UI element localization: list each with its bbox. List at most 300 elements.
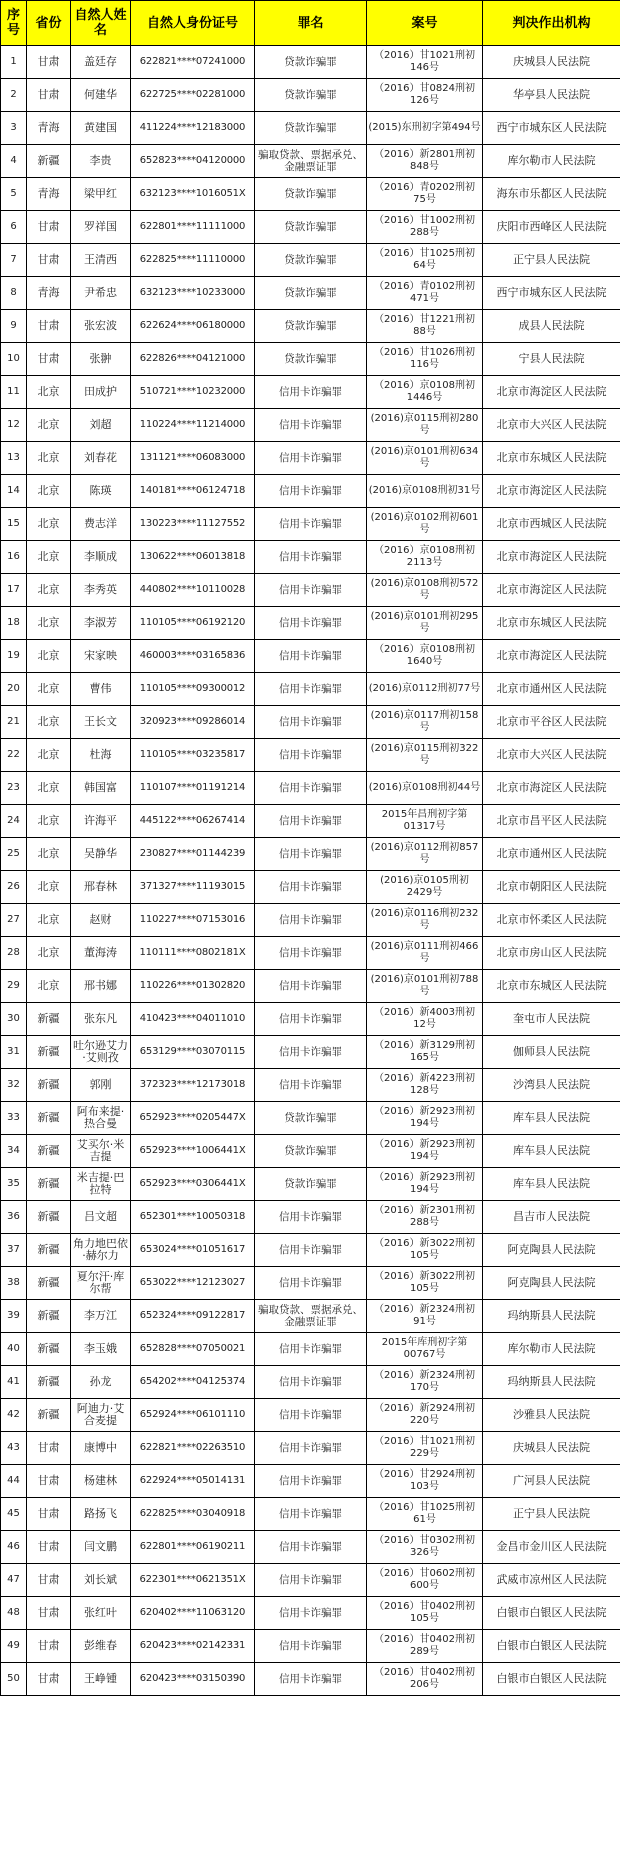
province-cell: 新疆 bbox=[27, 1036, 71, 1069]
case-number-cell: (2016)京0115刑初322号 bbox=[367, 739, 483, 772]
province-cell: 甘肃 bbox=[27, 1597, 71, 1630]
id-number-cell: 411224****12183000 bbox=[131, 112, 255, 145]
table-row bbox=[1, 277, 620, 310]
name-cell: 许海平 bbox=[71, 805, 131, 838]
crime-cell: 贷款诈骗罪 bbox=[255, 79, 367, 112]
province-cell: 新疆 bbox=[27, 1003, 71, 1036]
id-number-cell: 652923****0306441X bbox=[131, 1168, 255, 1201]
table-row bbox=[1, 343, 620, 376]
id-number-cell: 110227****07153016 bbox=[131, 904, 255, 937]
name-cell: 张翀 bbox=[71, 343, 131, 376]
seq-cell: 2 bbox=[1, 79, 27, 112]
name-cell: 陈瑛 bbox=[71, 475, 131, 508]
crime-cell: 信用卡诈骗罪 bbox=[255, 1498, 367, 1531]
name-cell: 李万江 bbox=[71, 1300, 131, 1333]
seq-cell: 4 bbox=[1, 145, 27, 178]
table-row bbox=[1, 904, 620, 937]
id-number-cell: 110105****06192120 bbox=[131, 607, 255, 640]
case-number-cell: （2016）青0202刑初75号 bbox=[367, 178, 483, 211]
id-number-cell: 372323****12173018 bbox=[131, 1069, 255, 1102]
id-number-cell: 622825****11110000 bbox=[131, 244, 255, 277]
header-seq: 序号 bbox=[1, 1, 27, 46]
id-number-cell: 622801****06190211 bbox=[131, 1531, 255, 1564]
seq-cell: 44 bbox=[1, 1465, 27, 1498]
seq-cell: 9 bbox=[1, 310, 27, 343]
case-number-cell: （2016）新2923刑初194号 bbox=[367, 1135, 483, 1168]
seq-cell: 30 bbox=[1, 1003, 27, 1036]
id-number-cell: 110226****01302820 bbox=[131, 970, 255, 1003]
court-cell: 北京市海淀区人民法院 bbox=[483, 376, 620, 409]
id-number-cell: 632123****10233000 bbox=[131, 277, 255, 310]
id-number-cell: 652301****10050318 bbox=[131, 1201, 255, 1234]
id-number-cell: 620423****02142331 bbox=[131, 1630, 255, 1663]
province-cell: 青海 bbox=[27, 178, 71, 211]
table-row bbox=[1, 1366, 620, 1399]
case-number-cell: （2016）甘0402刑初289号 bbox=[367, 1630, 483, 1663]
table-row bbox=[1, 1531, 620, 1564]
court-cell: 玛纳斯县人民法院 bbox=[483, 1366, 620, 1399]
court-cell: 库车县人民法院 bbox=[483, 1135, 620, 1168]
id-number-cell: 653024****01051617 bbox=[131, 1234, 255, 1267]
seq-cell: 28 bbox=[1, 937, 27, 970]
name-cell: 韩国富 bbox=[71, 772, 131, 805]
id-number-cell: 622725****02281000 bbox=[131, 79, 255, 112]
province-cell: 甘肃 bbox=[27, 343, 71, 376]
crime-cell: 信用卡诈骗罪 bbox=[255, 574, 367, 607]
table-row bbox=[1, 376, 620, 409]
seq-cell: 5 bbox=[1, 178, 27, 211]
seq-cell: 37 bbox=[1, 1234, 27, 1267]
name-cell: 王峥锺 bbox=[71, 1663, 131, 1696]
crime-cell: 贷款诈骗罪 bbox=[255, 244, 367, 277]
name-cell: 盖廷存 bbox=[71, 46, 131, 79]
court-cell: 北京市海淀区人民法院 bbox=[483, 574, 620, 607]
name-cell: 吴静华 bbox=[71, 838, 131, 871]
case-number-cell: (2016)京0102刑初601号 bbox=[367, 508, 483, 541]
province-cell: 新疆 bbox=[27, 1267, 71, 1300]
id-number-cell: 110111****0802181X bbox=[131, 937, 255, 970]
id-number-cell: 632123****1016051X bbox=[131, 178, 255, 211]
court-cell: 北京市海淀区人民法院 bbox=[483, 475, 620, 508]
name-cell: 赵财 bbox=[71, 904, 131, 937]
court-cell: 阿克陶县人民法院 bbox=[483, 1267, 620, 1300]
name-cell: 尹希忠 bbox=[71, 277, 131, 310]
province-cell: 新疆 bbox=[27, 1135, 71, 1168]
crime-cell: 贷款诈骗罪 bbox=[255, 211, 367, 244]
seq-cell: 16 bbox=[1, 541, 27, 574]
seq-cell: 46 bbox=[1, 1531, 27, 1564]
name-cell: 李顺成 bbox=[71, 541, 131, 574]
crime-cell: 信用卡诈骗罪 bbox=[255, 772, 367, 805]
province-cell: 青海 bbox=[27, 277, 71, 310]
case-number-cell: （2016）新3022刑初105号 bbox=[367, 1234, 483, 1267]
court-cell: 北京市西城区人民法院 bbox=[483, 508, 620, 541]
case-number-cell: （2016）新2801刑初848号 bbox=[367, 145, 483, 178]
crime-cell: 信用卡诈骗罪 bbox=[255, 1465, 367, 1498]
seq-cell: 27 bbox=[1, 904, 27, 937]
name-cell: 米吉提·巴拉特 bbox=[71, 1168, 131, 1201]
court-cell: 白银市白银区人民法院 bbox=[483, 1597, 620, 1630]
id-number-cell: 460003****03165836 bbox=[131, 640, 255, 673]
court-cell: 库车县人民法院 bbox=[483, 1102, 620, 1135]
seq-cell: 29 bbox=[1, 970, 27, 1003]
court-cell: 北京市朝阳区人民法院 bbox=[483, 871, 620, 904]
name-cell: 路扬飞 bbox=[71, 1498, 131, 1531]
court-cell: 北京市东城区人民法院 bbox=[483, 607, 620, 640]
crime-cell: 信用卡诈骗罪 bbox=[255, 1366, 367, 1399]
name-cell: 邢春林 bbox=[71, 871, 131, 904]
court-cell: 沙雅县人民法院 bbox=[483, 1399, 620, 1432]
seq-cell: 20 bbox=[1, 673, 27, 706]
case-number-cell: （2016）甘1026刑初116号 bbox=[367, 343, 483, 376]
court-cell: 庆城县人民法院 bbox=[483, 1432, 620, 1465]
crime-cell: 信用卡诈骗罪 bbox=[255, 541, 367, 574]
table-row bbox=[1, 1069, 620, 1102]
province-cell: 北京 bbox=[27, 442, 71, 475]
seq-cell: 19 bbox=[1, 640, 27, 673]
province-cell: 北京 bbox=[27, 640, 71, 673]
crime-cell: 信用卡诈骗罪 bbox=[255, 1036, 367, 1069]
id-number-cell: 140181****06124718 bbox=[131, 475, 255, 508]
name-cell: 康博中 bbox=[71, 1432, 131, 1465]
province-cell: 甘肃 bbox=[27, 1663, 71, 1696]
case-number-cell: （2016）新2301刑初288号 bbox=[367, 1201, 483, 1234]
table-row bbox=[1, 1465, 620, 1498]
court-cell: 金昌市金川区人民法院 bbox=[483, 1531, 620, 1564]
court-cell: 白银市白银区人民法院 bbox=[483, 1630, 620, 1663]
seq-cell: 49 bbox=[1, 1630, 27, 1663]
case-number-cell: (2016)京0115刑初280号 bbox=[367, 409, 483, 442]
id-number-cell: 652828****07050021 bbox=[131, 1333, 255, 1366]
seq-cell: 1 bbox=[1, 46, 27, 79]
name-cell: 李淑芳 bbox=[71, 607, 131, 640]
name-cell: 董海涛 bbox=[71, 937, 131, 970]
table-row bbox=[1, 1498, 620, 1531]
table-row bbox=[1, 409, 620, 442]
crime-cell: 信用卡诈骗罪 bbox=[255, 937, 367, 970]
header-province: 省份 bbox=[27, 1, 71, 46]
province-cell: 北京 bbox=[27, 937, 71, 970]
table-row bbox=[1, 79, 620, 112]
province-cell: 甘肃 bbox=[27, 211, 71, 244]
case-number-cell: (2016)京0108刑初44号 bbox=[367, 772, 483, 805]
name-cell: 宋家映 bbox=[71, 640, 131, 673]
seq-cell: 26 bbox=[1, 871, 27, 904]
case-number-cell: (2016)京0108刑初31号 bbox=[367, 475, 483, 508]
id-number-cell: 622825****03040918 bbox=[131, 1498, 255, 1531]
table-row bbox=[1, 1564, 620, 1597]
crime-cell: 贷款诈骗罪 bbox=[255, 1135, 367, 1168]
seq-cell: 50 bbox=[1, 1663, 27, 1696]
crime-cell: 信用卡诈骗罪 bbox=[255, 1564, 367, 1597]
id-number-cell: 653129****03070115 bbox=[131, 1036, 255, 1069]
case-number-cell: 2015年库刑初字第00767号 bbox=[367, 1333, 483, 1366]
case-number-cell: （2016）甘1021刑初229号 bbox=[367, 1432, 483, 1465]
seq-cell: 45 bbox=[1, 1498, 27, 1531]
province-cell: 北京 bbox=[27, 607, 71, 640]
case-number-cell: （2016）甘0302刑初326号 bbox=[367, 1531, 483, 1564]
court-cell: 北京市大兴区人民法院 bbox=[483, 739, 620, 772]
header-court: 判决作出机构 bbox=[483, 1, 620, 46]
name-cell: 邢书娜 bbox=[71, 970, 131, 1003]
court-cell: 广河县人民法院 bbox=[483, 1465, 620, 1498]
province-cell: 北京 bbox=[27, 805, 71, 838]
crime-cell: 贷款诈骗罪 bbox=[255, 1168, 367, 1201]
crime-cell: 贷款诈骗罪 bbox=[255, 112, 367, 145]
name-cell: 李贵 bbox=[71, 145, 131, 178]
seq-cell: 11 bbox=[1, 376, 27, 409]
name-cell: 张宏波 bbox=[71, 310, 131, 343]
province-cell: 北京 bbox=[27, 541, 71, 574]
seq-cell: 7 bbox=[1, 244, 27, 277]
court-cell: 西宁市城东区人民法院 bbox=[483, 112, 620, 145]
name-cell: 吕文超 bbox=[71, 1201, 131, 1234]
table-row bbox=[1, 46, 620, 79]
id-number-cell: 410423****04011010 bbox=[131, 1003, 255, 1036]
case-number-cell: （2016）新3129刑初165号 bbox=[367, 1036, 483, 1069]
seq-cell: 24 bbox=[1, 805, 27, 838]
crime-cell: 信用卡诈骗罪 bbox=[255, 508, 367, 541]
table-row bbox=[1, 508, 620, 541]
court-cell: 阿克陶县人民法院 bbox=[483, 1234, 620, 1267]
crime-cell: 信用卡诈骗罪 bbox=[255, 1630, 367, 1663]
case-number-cell: (2016)京0101刑初634号 bbox=[367, 442, 483, 475]
crime-cell: 信用卡诈骗罪 bbox=[255, 409, 367, 442]
table-row bbox=[1, 838, 620, 871]
province-cell: 甘肃 bbox=[27, 1432, 71, 1465]
id-number-cell: 652923****1006441X bbox=[131, 1135, 255, 1168]
province-cell: 北京 bbox=[27, 409, 71, 442]
seq-cell: 32 bbox=[1, 1069, 27, 1102]
name-cell: 杨建林 bbox=[71, 1465, 131, 1498]
table-row bbox=[1, 574, 620, 607]
case-number-cell: （2016）京0108刑初1446号 bbox=[367, 376, 483, 409]
seq-cell: 41 bbox=[1, 1366, 27, 1399]
province-cell: 青海 bbox=[27, 112, 71, 145]
case-number-cell: （2016）甘0402刑初206号 bbox=[367, 1663, 483, 1696]
province-cell: 新疆 bbox=[27, 1234, 71, 1267]
id-number-cell: 620423****03150390 bbox=[131, 1663, 255, 1696]
province-cell: 甘肃 bbox=[27, 310, 71, 343]
court-cell: 北京市平谷区人民法院 bbox=[483, 706, 620, 739]
table-row bbox=[1, 673, 620, 706]
province-cell: 北京 bbox=[27, 574, 71, 607]
crime-cell: 信用卡诈骗罪 bbox=[255, 1597, 367, 1630]
id-number-cell: 110107****01191214 bbox=[131, 772, 255, 805]
crime-cell: 信用卡诈骗罪 bbox=[255, 1201, 367, 1234]
court-cell: 宁县人民法院 bbox=[483, 343, 620, 376]
crime-cell: 信用卡诈骗罪 bbox=[255, 871, 367, 904]
seq-cell: 10 bbox=[1, 343, 27, 376]
case-number-cell: （2016）新4223刑初128号 bbox=[367, 1069, 483, 1102]
id-number-cell: 130622****06013818 bbox=[131, 541, 255, 574]
name-cell: 何建华 bbox=[71, 79, 131, 112]
crime-cell: 信用卡诈骗罪 bbox=[255, 376, 367, 409]
crime-cell: 信用卡诈骗罪 bbox=[255, 1267, 367, 1300]
crime-cell: 贷款诈骗罪 bbox=[255, 343, 367, 376]
case-number-cell: （2016）新3022刑初105号 bbox=[367, 1267, 483, 1300]
province-cell: 北京 bbox=[27, 970, 71, 1003]
table-row bbox=[1, 1399, 620, 1432]
name-cell: 王清西 bbox=[71, 244, 131, 277]
case-number-cell: （2016）新2924刑初220号 bbox=[367, 1399, 483, 1432]
province-cell: 甘肃 bbox=[27, 1564, 71, 1597]
name-cell: 刘长斌 bbox=[71, 1564, 131, 1597]
id-number-cell: 652823****04120000 bbox=[131, 145, 255, 178]
court-cell: 北京市东城区人民法院 bbox=[483, 970, 620, 1003]
court-cell: 昌吉市人民法院 bbox=[483, 1201, 620, 1234]
table-row bbox=[1, 1201, 620, 1234]
seq-cell: 23 bbox=[1, 772, 27, 805]
id-number-cell: 371327****11193015 bbox=[131, 871, 255, 904]
name-cell: 张东凡 bbox=[71, 1003, 131, 1036]
table-body bbox=[1, 46, 620, 1696]
table-row bbox=[1, 1135, 620, 1168]
crime-cell: 信用卡诈骗罪 bbox=[255, 739, 367, 772]
province-cell: 北京 bbox=[27, 772, 71, 805]
name-cell: 阿布来提·热合曼 bbox=[71, 1102, 131, 1135]
court-cell: 北京市海淀区人民法院 bbox=[483, 772, 620, 805]
table-row bbox=[1, 1663, 620, 1696]
name-cell: 罗祥国 bbox=[71, 211, 131, 244]
table-row bbox=[1, 1630, 620, 1663]
case-number-cell: （2016）新4003刑初12号 bbox=[367, 1003, 483, 1036]
seq-cell: 47 bbox=[1, 1564, 27, 1597]
court-cell: 成县人民法院 bbox=[483, 310, 620, 343]
seq-cell: 6 bbox=[1, 211, 27, 244]
table-row bbox=[1, 805, 620, 838]
court-cell: 北京市房山区人民法院 bbox=[483, 937, 620, 970]
table-row bbox=[1, 112, 620, 145]
province-cell: 甘肃 bbox=[27, 244, 71, 277]
province-cell: 甘肃 bbox=[27, 79, 71, 112]
table-row bbox=[1, 310, 620, 343]
id-number-cell: 320923****09286014 bbox=[131, 706, 255, 739]
id-number-cell: 622821****07241000 bbox=[131, 46, 255, 79]
court-cell: 正宁县人民法院 bbox=[483, 1498, 620, 1531]
province-cell: 北京 bbox=[27, 706, 71, 739]
crime-cell: 信用卡诈骗罪 bbox=[255, 805, 367, 838]
header-id-number: 自然人身份证号 bbox=[131, 1, 255, 46]
seq-cell: 31 bbox=[1, 1036, 27, 1069]
table-row bbox=[1, 1333, 620, 1366]
case-number-cell: （2016）甘1221刑初88号 bbox=[367, 310, 483, 343]
province-cell: 北京 bbox=[27, 508, 71, 541]
table-row bbox=[1, 640, 620, 673]
case-number-cell: (2016)京0116刑初232号 bbox=[367, 904, 483, 937]
case-number-cell: （2016）新2923刑初194号 bbox=[367, 1168, 483, 1201]
seq-cell: 21 bbox=[1, 706, 27, 739]
table-row bbox=[1, 1300, 620, 1333]
crime-cell: 信用卡诈骗罪 bbox=[255, 1432, 367, 1465]
court-cell: 北京市海淀区人民法院 bbox=[483, 541, 620, 574]
id-number-cell: 510721****10232000 bbox=[131, 376, 255, 409]
province-cell: 甘肃 bbox=[27, 46, 71, 79]
court-cell: 北京市昌平区人民法院 bbox=[483, 805, 620, 838]
court-cell: 北京市通州区人民法院 bbox=[483, 838, 620, 871]
court-cell: 武威市凉州区人民法院 bbox=[483, 1564, 620, 1597]
court-cell: 海东市乐都区人民法院 bbox=[483, 178, 620, 211]
province-cell: 新疆 bbox=[27, 1168, 71, 1201]
name-cell: 闫文鹏 bbox=[71, 1531, 131, 1564]
case-number-cell: （2016）甘1025刑初61号 bbox=[367, 1498, 483, 1531]
crime-cell: 骗取贷款、票据承兑、金融票证罪 bbox=[255, 145, 367, 178]
seq-cell: 43 bbox=[1, 1432, 27, 1465]
seq-cell: 33 bbox=[1, 1102, 27, 1135]
court-cell: 北京市通州区人民法院 bbox=[483, 673, 620, 706]
id-number-cell: 622821****02263510 bbox=[131, 1432, 255, 1465]
crime-cell: 信用卡诈骗罪 bbox=[255, 475, 367, 508]
id-number-cell: 654202****04125374 bbox=[131, 1366, 255, 1399]
court-cell: 库尔勒市人民法院 bbox=[483, 1333, 620, 1366]
table-row bbox=[1, 937, 620, 970]
table-row bbox=[1, 211, 620, 244]
seq-cell: 42 bbox=[1, 1399, 27, 1432]
crime-cell: 信用卡诈骗罪 bbox=[255, 1399, 367, 1432]
court-cell: 北京市东城区人民法院 bbox=[483, 442, 620, 475]
province-cell: 北京 bbox=[27, 673, 71, 706]
seq-cell: 17 bbox=[1, 574, 27, 607]
seq-cell: 15 bbox=[1, 508, 27, 541]
province-cell: 北京 bbox=[27, 475, 71, 508]
name-cell: 曹伟 bbox=[71, 673, 131, 706]
case-number-cell: （2016）京0108刑初1640号 bbox=[367, 640, 483, 673]
seq-cell: 36 bbox=[1, 1201, 27, 1234]
table-row bbox=[1, 178, 620, 211]
id-number-cell: 622301****0621351X bbox=[131, 1564, 255, 1597]
province-cell: 新疆 bbox=[27, 1333, 71, 1366]
crime-cell: 贷款诈骗罪 bbox=[255, 277, 367, 310]
id-number-cell: 620402****11063120 bbox=[131, 1597, 255, 1630]
id-number-cell: 110105****03235817 bbox=[131, 739, 255, 772]
case-number-cell: (2016)京0111刑初466号 bbox=[367, 937, 483, 970]
table-row bbox=[1, 871, 620, 904]
name-cell: 梁甲红 bbox=[71, 178, 131, 211]
crime-cell: 信用卡诈骗罪 bbox=[255, 1333, 367, 1366]
table-row bbox=[1, 145, 620, 178]
table-row bbox=[1, 1168, 620, 1201]
table-row bbox=[1, 1102, 620, 1135]
court-cell: 西宁市城东区人民法院 bbox=[483, 277, 620, 310]
name-cell: 郭刚 bbox=[71, 1069, 131, 1102]
id-number-cell: 131121****06083000 bbox=[131, 442, 255, 475]
province-cell: 新疆 bbox=[27, 1366, 71, 1399]
case-number-cell: （2016）甘1025刑初64号 bbox=[367, 244, 483, 277]
province-cell: 新疆 bbox=[27, 145, 71, 178]
seq-cell: 22 bbox=[1, 739, 27, 772]
header-case-number: 案号 bbox=[367, 1, 483, 46]
name-cell: 角力地巴依·赫尔力 bbox=[71, 1234, 131, 1267]
court-cell: 庆城县人民法院 bbox=[483, 46, 620, 79]
id-number-cell: 652924****06101110 bbox=[131, 1399, 255, 1432]
crime-cell: 信用卡诈骗罪 bbox=[255, 442, 367, 475]
case-number-cell: (2016)京0112刑初857号 bbox=[367, 838, 483, 871]
seq-cell: 12 bbox=[1, 409, 27, 442]
case-number-cell: (2016)京0105刑初2429号 bbox=[367, 871, 483, 904]
table-row bbox=[1, 475, 620, 508]
court-cell: 庆阳市西峰区人民法院 bbox=[483, 211, 620, 244]
seq-cell: 39 bbox=[1, 1300, 27, 1333]
name-cell: 王长文 bbox=[71, 706, 131, 739]
header-crime: 罪名 bbox=[255, 1, 367, 46]
province-cell: 北京 bbox=[27, 904, 71, 937]
crime-cell: 信用卡诈骗罪 bbox=[255, 607, 367, 640]
name-cell: 孙龙 bbox=[71, 1366, 131, 1399]
id-number-cell: 652324****09122817 bbox=[131, 1300, 255, 1333]
id-number-cell: 130223****11127552 bbox=[131, 508, 255, 541]
province-cell: 北京 bbox=[27, 376, 71, 409]
table-row bbox=[1, 1597, 620, 1630]
